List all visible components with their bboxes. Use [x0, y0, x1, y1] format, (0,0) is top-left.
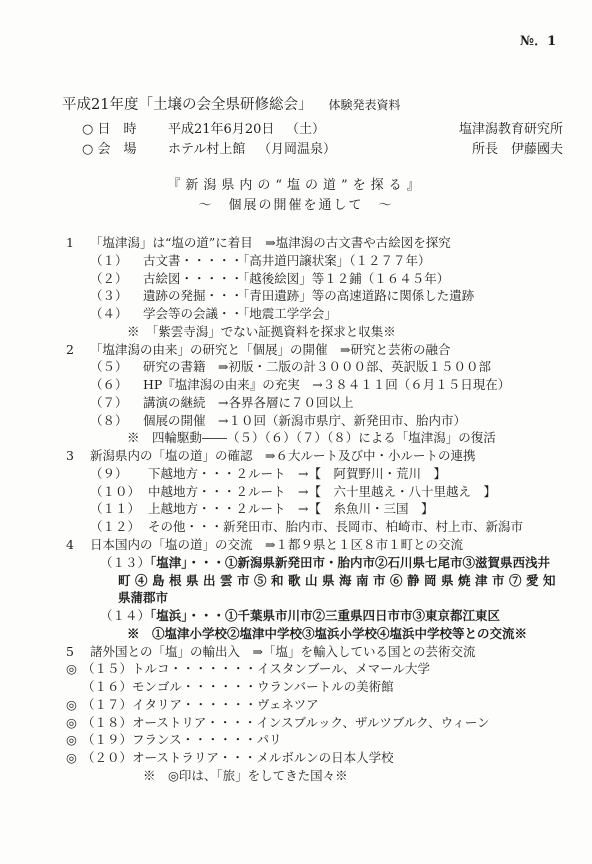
title-sub: 体験発表資料 [328, 98, 401, 112]
section-title: 「塩津潟」は“塩の道”に着目 ⇒塩津潟の古文書や古絵図を探究 [90, 235, 451, 250]
item-number: （１８） [82, 714, 133, 730]
list-item [0, 749, 592, 767]
list-item [0, 678, 592, 696]
item-number: （１５） [82, 661, 133, 677]
item-text: 町④島根県出雲市⑤和歌山県海南市⑥静岡県焼津市⑦愛知 [118, 572, 561, 588]
item-wrap [82, 660, 430, 678]
item-text: HP『塩津潟の由来』の充実 →３８４１１回（６月１５日現在） [143, 377, 511, 393]
note: ※ ①塩津小学校②塩津中学校③塩浜小学校④塩浜中学校等との交流※ [127, 625, 528, 641]
heading-subtitle: ～ 個展の開催を通して ～ [198, 198, 394, 213]
director: 所長 伊藤國夫 [471, 142, 563, 157]
section-number: 4 [66, 537, 74, 553]
section-heading [0, 341, 592, 359]
double-circle-mark: ◎ [66, 750, 77, 766]
item-text: 学会等の会議・・「地震工学学会」 [143, 306, 337, 322]
item-number: （１６） [82, 679, 133, 695]
item-text: 「塩浜」・・・①千葉県市川市②三重県四日市市③東京都江東区 [150, 608, 501, 624]
info-date-row [0, 121, 592, 139]
list-item [0, 465, 592, 483]
item-number: （１０） [90, 483, 141, 499]
item-text: 下越地方・・・２ルート →【 阿賀野川・荒川 】 [148, 465, 446, 481]
item-wrap [100, 554, 550, 572]
section-title: 諸外国との「塩」の輸出入 ⇒「塩」を輸入している国との芸術交流 [90, 643, 476, 659]
item-text: 中越地方・・・２ルート →【 六十里越え・八十里越え 】 [148, 483, 496, 499]
note-line [0, 625, 592, 643]
venue-place: （月岡温泉） [258, 142, 337, 157]
section-number: 2 [66, 341, 74, 357]
list-item [0, 394, 592, 412]
item-text: 遺跡の発掘・・・「青田遺跡」等の高速道路に関係した遺跡 [143, 288, 475, 304]
section-heading [0, 643, 592, 661]
list-item [0, 696, 592, 714]
item-wrap [82, 714, 490, 732]
item-number: （１３） [100, 554, 151, 570]
list-item [0, 412, 592, 430]
item-text: 講演の継続 →各界各層に７０回以上 [143, 394, 354, 410]
section-heading [0, 447, 592, 465]
list-item-continuation [0, 589, 592, 607]
list-item [0, 518, 592, 536]
item-number: （９） [90, 465, 128, 481]
item-text: フランス・・・・・・パリ [132, 732, 282, 748]
item-wrap [82, 731, 282, 749]
section-title: 新潟県内の「塩の道」の確認 ⇒６大ルート及び中・小ルートの連携 [90, 448, 476, 464]
date-label: ○ 日 時 [82, 122, 137, 137]
item-text: オーストラリア・・・メルボルンの日本人学校 [132, 750, 394, 766]
note: ※ ◎印は、「旅」をしてきた国々※ [143, 767, 348, 783]
note-line [0, 323, 592, 341]
section-1 [0, 234, 592, 341]
double-circle-mark: ◎ [66, 732, 77, 748]
section-number: 3 [66, 448, 74, 464]
list-item [0, 358, 592, 376]
item-text: トルコ・・・・・・・イスタンブール、メマール大学 [132, 661, 431, 677]
item-wrap [100, 607, 500, 625]
double-circle-mark: ◎ [66, 714, 77, 730]
list-item [0, 731, 592, 749]
item-text: 「塩津」・・・①新潟県新発田市・胎内市②石川県七尾市③滋賀県西浅井 [150, 554, 551, 570]
note: ※ 「紫雲寺潟」でない証拠資料を探求と収集※ [127, 323, 396, 339]
section-number: 1 [66, 235, 74, 250]
section-5 [0, 643, 592, 785]
note-line [0, 767, 592, 785]
item-wrap [82, 678, 394, 696]
item-text: イタリア・・・・・・ヴェネツア [132, 696, 319, 712]
section-3 [0, 447, 592, 536]
item-text: 県蒲郡市 [118, 590, 169, 606]
item-text: 上越地方・・・２ルート →【 糸魚川・三国 】 [148, 501, 434, 517]
item-text: 研究の書籍 ⇒初版・二版の計３０００部、英訳版１５００部 [143, 359, 491, 375]
section-title: 「塩津潟の由来」の研究と「個展」の開催 ⇒研究と芸術の融合 [90, 341, 451, 357]
item-number: （１） [90, 252, 128, 268]
document-body [0, 234, 592, 785]
venue-value: ホテル村上館 [168, 142, 246, 157]
list-item [0, 607, 592, 625]
item-number: （７） [90, 394, 128, 410]
document-title [62, 95, 400, 114]
section-title: 日本国内の「塩の道」の交流 ⇒１都９県と１区８市１町との交流 [90, 537, 463, 553]
list-item [0, 714, 592, 732]
list-item [0, 660, 592, 678]
venue-label: ○ 会 場 [82, 142, 137, 157]
item-number: （２０） [82, 750, 133, 766]
date-day: （土） [286, 122, 326, 137]
item-number: （３） [90, 288, 128, 304]
item-number: （５） [90, 359, 128, 375]
item-number: （１２） [90, 519, 141, 535]
item-text: オーストリア・・・・インスブルック、ザルツブルク、ウィーン [132, 714, 490, 730]
section-number: 5 [66, 643, 74, 659]
list-item [0, 376, 592, 394]
list-item [0, 252, 592, 270]
item-number: （１１） [90, 501, 141, 517]
item-number: （６） [90, 377, 128, 393]
item-text: 個展の開催 →１０回（新潟市県庁、新発田市、胎内市） [143, 412, 466, 428]
note: ※ 四輪駆動――（５）（６）（７）（８）による「塩津潟」の復活 [127, 430, 496, 446]
item-text: 古絵図・・・・・「越後絵図」等１２鋪（１６４５年） [143, 270, 450, 286]
list-item [0, 554, 592, 572]
section-2 [0, 341, 592, 448]
double-circle-mark: ◎ [66, 696, 77, 712]
item-number: （２） [90, 270, 128, 286]
organization: 塩津潟教育研究所 [458, 122, 563, 137]
list-item [0, 270, 592, 288]
list-item-continuation [0, 572, 592, 590]
item-text: 古文書・・・・・「高井道円譲状案」（１２７７年） [143, 252, 431, 268]
heading-title: 『新潟県内の“塩の道”を探る』 [167, 178, 425, 193]
date-value: 平成21年6月20日 [168, 122, 275, 137]
page-number: №．1 [520, 34, 557, 49]
item-number: （１４） [100, 608, 151, 624]
list-item [0, 287, 592, 305]
info-venue-row [0, 141, 592, 159]
list-item [0, 500, 592, 518]
item-text: その他・・・新発田市、胎内市、長岡市、柏崎市、村上市、新潟市 [148, 519, 524, 535]
item-text: モンゴル・・・・・・ウランバートルの美術館 [132, 679, 394, 695]
section-heading [0, 536, 592, 554]
item-number: （８） [90, 412, 128, 428]
list-item [0, 305, 592, 323]
item-number: （４） [90, 306, 128, 322]
note-line [0, 429, 592, 447]
item-number: （１９） [82, 732, 133, 748]
double-circle-mark: ◎ [66, 661, 77, 677]
item-number: （１７） [82, 696, 133, 712]
section-4 [0, 536, 592, 643]
item-wrap [82, 749, 394, 767]
list-item [0, 483, 592, 501]
section-heading [0, 234, 592, 252]
title-main: 平成21年度「土壌の会全県研修総会」 [62, 97, 313, 113]
item-wrap [82, 696, 319, 714]
